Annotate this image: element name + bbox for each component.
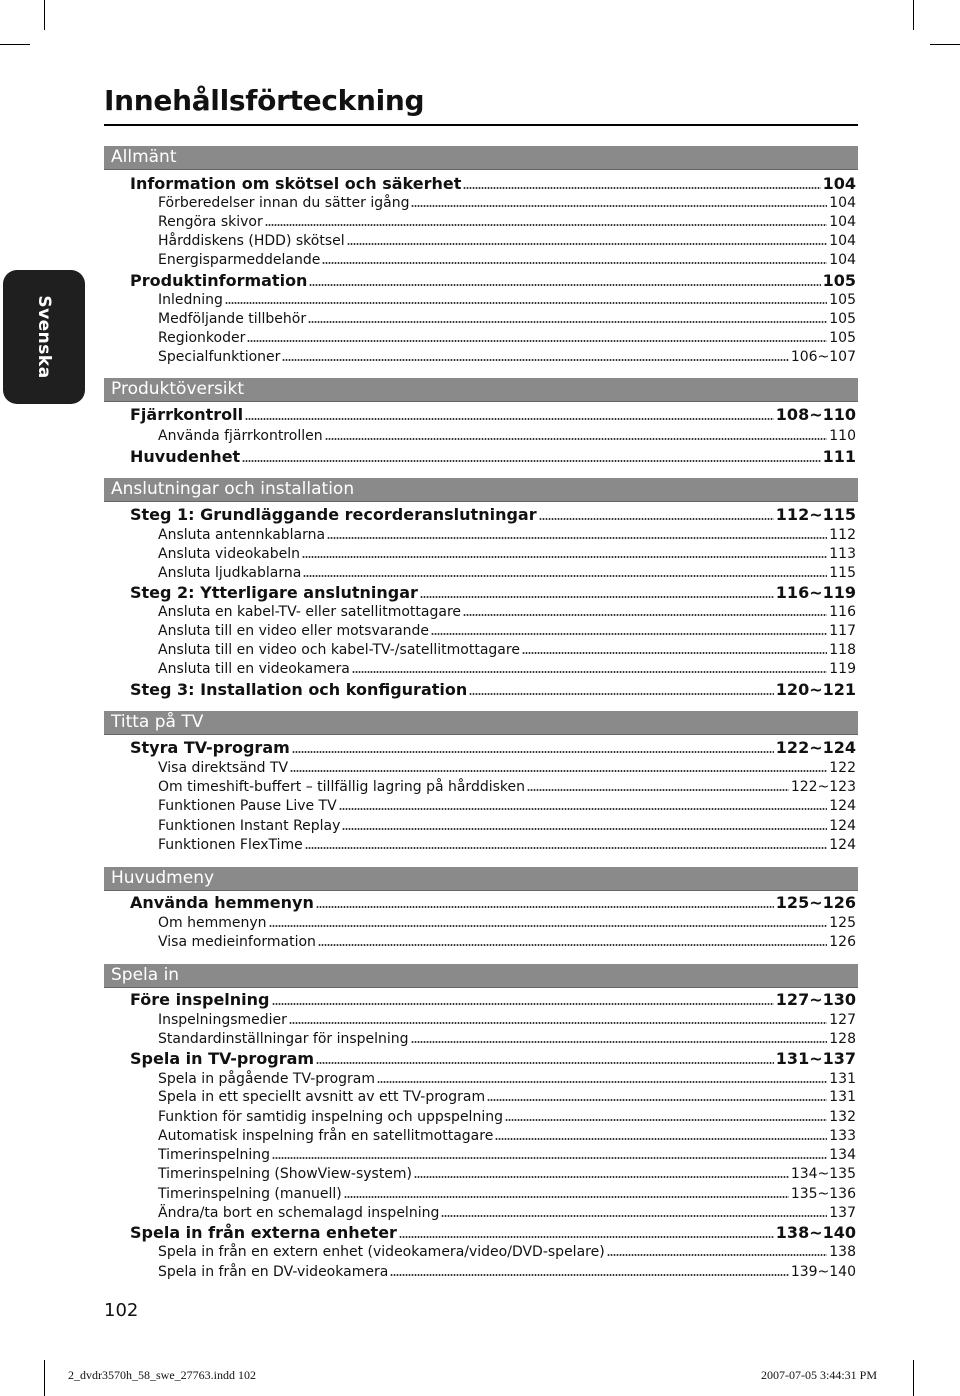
toc-entry-label: Ansluta till en video och kabel-TV-/satellitmottagare bbox=[158, 642, 520, 658]
toc-entry-page: 104 bbox=[829, 233, 856, 249]
dot-leader bbox=[527, 789, 789, 791]
toc-topic-entry bbox=[158, 214, 856, 230]
toc-entry-label: Om timeshift-buffert – tillfällig lagring på hårddisken bbox=[158, 779, 525, 795]
toc-topic-entry bbox=[158, 798, 856, 814]
toc-entry-label: Spela in pågående TV-program bbox=[158, 1071, 376, 1087]
dot-leader bbox=[463, 187, 820, 189]
crop-mark bbox=[930, 44, 960, 45]
toc-entry-page: 125~126 bbox=[775, 893, 856, 912]
toc-topic-entry bbox=[158, 1089, 856, 1105]
toc-entry-label: Styra TV-program bbox=[130, 738, 290, 757]
toc-entry-page: 105 bbox=[829, 292, 856, 308]
toc-entry-page: 138~140 bbox=[775, 1223, 856, 1242]
dot-leader bbox=[245, 418, 774, 420]
language-tab-label: Svenska bbox=[34, 295, 54, 379]
dot-leader bbox=[308, 321, 827, 323]
toc-entry-page: 116~119 bbox=[775, 583, 856, 602]
toc-entry-label: Steg 2: Ytterligare anslutningar bbox=[130, 583, 418, 602]
section-header bbox=[104, 146, 858, 170]
toc-entry-page: 128 bbox=[829, 1031, 856, 1047]
toc-topic-entry bbox=[158, 349, 856, 365]
toc-entry-page: 110 bbox=[829, 428, 856, 444]
toc-entry-label: Ansluta en kabel-TV- eller satellitmottagare bbox=[158, 604, 462, 620]
toc-entry-page: 122~123 bbox=[790, 779, 856, 795]
toc-chapter-entry bbox=[130, 271, 856, 290]
toc-entry-page: 137 bbox=[829, 1205, 856, 1221]
section-header-label: Titta på TV bbox=[111, 712, 204, 732]
dot-leader bbox=[290, 770, 827, 772]
toc-entry-page: 111 bbox=[822, 447, 856, 466]
toc-topic-entry bbox=[158, 1264, 856, 1280]
dot-leader bbox=[289, 1022, 827, 1024]
toc-entry-page: 131 bbox=[829, 1071, 856, 1087]
dot-leader bbox=[411, 205, 827, 207]
toc-entry-label: Fjärrkontroll bbox=[130, 405, 244, 424]
section-header bbox=[104, 478, 858, 502]
toc-entry-page: 104 bbox=[829, 195, 856, 211]
dot-leader bbox=[265, 224, 828, 226]
toc-entry-label: Spela in TV-program bbox=[130, 1049, 315, 1068]
toc-topic-entry bbox=[158, 760, 856, 776]
toc-chapter-entry bbox=[130, 447, 856, 466]
toc-entry-label: Timerinspelning (ShowView-system) bbox=[158, 1166, 413, 1182]
toc-entry-page: 122 bbox=[829, 760, 856, 776]
toc-entry-label: Specialfunktioner bbox=[158, 349, 281, 365]
dot-leader bbox=[247, 340, 827, 342]
toc-entry-label: Automatisk inspelning från en satellitmottagare bbox=[158, 1128, 494, 1144]
toc-entry-label: Använda hemmenyn bbox=[130, 893, 314, 912]
toc-entry-page: 132 bbox=[829, 1109, 856, 1125]
toc-topic-entry bbox=[158, 604, 856, 620]
toc-entry-page: 105 bbox=[829, 311, 856, 327]
dot-leader bbox=[225, 302, 827, 304]
dot-leader bbox=[344, 1196, 789, 1198]
dot-leader bbox=[414, 1176, 789, 1178]
toc-entry-label: Funktionen Pause Live TV bbox=[158, 798, 337, 814]
toc-topic-entry bbox=[158, 642, 856, 658]
toc-entry-page: 108~110 bbox=[775, 405, 856, 424]
dot-leader bbox=[352, 671, 827, 673]
toc-entry-page: 131~137 bbox=[775, 1049, 856, 1068]
dot-leader bbox=[302, 556, 827, 558]
toc-entry-label: Ändra/ta bort en schemalagd inspelning bbox=[158, 1205, 440, 1221]
toc-topic-entry bbox=[158, 1071, 856, 1087]
dot-leader bbox=[339, 808, 828, 810]
title-rule bbox=[104, 124, 858, 126]
dot-leader bbox=[399, 1236, 774, 1238]
dot-leader bbox=[242, 460, 820, 462]
toc-topic-entry bbox=[158, 837, 856, 853]
dot-leader bbox=[342, 828, 827, 830]
crop-mark bbox=[0, 44, 30, 45]
toc-topic-entry bbox=[158, 1031, 856, 1047]
toc-entry-page: 115 bbox=[829, 565, 856, 581]
dot-leader bbox=[269, 925, 828, 927]
toc-entry-label: Visa medieinformation bbox=[158, 934, 316, 950]
toc-topic-entry bbox=[158, 233, 856, 249]
toc-entry-label: Inledning bbox=[158, 292, 223, 308]
toc-entry-label: Ansluta antennkablarna bbox=[158, 527, 326, 543]
section-header bbox=[104, 964, 858, 988]
toc-entry-label: Medföljande tillbehör bbox=[158, 311, 307, 327]
toc-entry-label: Funktionen Instant Replay bbox=[158, 818, 341, 834]
toc-chapter-entry bbox=[130, 505, 856, 524]
toc-entry-page: 117 bbox=[829, 623, 856, 639]
toc-entry-page: 104 bbox=[829, 214, 856, 230]
dot-leader bbox=[505, 1119, 827, 1121]
toc-topic-entry bbox=[158, 1128, 856, 1144]
toc-entry-label: Använda fjärrkontrollen bbox=[158, 428, 323, 444]
toc-entry-label: Visa direktsänd TV bbox=[158, 760, 289, 776]
dot-leader bbox=[522, 652, 827, 654]
toc-topic-entry bbox=[158, 915, 856, 931]
page-title: Innehållsförteckning bbox=[104, 84, 425, 117]
toc-topic-entry bbox=[158, 428, 856, 444]
toc-topic-entry bbox=[158, 292, 856, 308]
toc-chapter-entry bbox=[130, 405, 856, 424]
toc-entry-label: Ansluta till en videokamera bbox=[158, 661, 350, 677]
dot-leader bbox=[463, 614, 827, 616]
toc-topic-entry bbox=[158, 1186, 856, 1202]
toc-entry-label: Information om skötsel och säkerhet bbox=[130, 174, 462, 193]
toc-entry-label: Spela in från externa enheter bbox=[130, 1223, 397, 1242]
toc-entry-label: Före inspelning bbox=[130, 990, 270, 1009]
toc-topic-entry bbox=[158, 195, 856, 211]
dot-leader bbox=[292, 751, 774, 753]
toc-entry-page: 131 bbox=[829, 1089, 856, 1105]
crop-mark bbox=[913, 0, 914, 30]
dot-leader bbox=[539, 518, 774, 520]
toc-entry-label: Funktionen FlexTime bbox=[158, 837, 303, 853]
toc-entry-page: 127 bbox=[829, 1012, 856, 1028]
toc-entry-page: 124 bbox=[829, 798, 856, 814]
toc-entry-page: 122~124 bbox=[775, 738, 856, 757]
dot-leader bbox=[390, 1274, 789, 1276]
toc-entry-page: 106~107 bbox=[790, 349, 856, 365]
dot-leader bbox=[420, 596, 774, 598]
dot-leader bbox=[316, 906, 774, 908]
toc-entry-page: 133 bbox=[829, 1128, 856, 1144]
toc-entry-page: 104 bbox=[822, 174, 856, 193]
footer-timestamp: 2007-07-05 3:44:31 PM bbox=[761, 1368, 878, 1382]
dot-leader bbox=[309, 284, 820, 286]
toc-topic-entry bbox=[158, 934, 856, 950]
toc-chapter-entry bbox=[130, 174, 856, 193]
toc-chapter-entry bbox=[130, 680, 856, 699]
toc-chapter-entry bbox=[130, 1049, 856, 1068]
toc-entry-label: Spela in från en extern enhet (videokamera/video/DVD-spelare) bbox=[158, 1244, 605, 1260]
dot-leader bbox=[303, 575, 827, 577]
toc-entry-label: Ansluta ljudkablarna bbox=[158, 565, 302, 581]
toc-entry-label: Rengöra skivor bbox=[158, 214, 263, 230]
toc-entry-label: Om hemmenyn bbox=[158, 915, 267, 931]
toc-entry-label: Steg 1: Grundläggande recorderanslutningar bbox=[130, 505, 537, 524]
dot-leader bbox=[495, 1138, 827, 1140]
dot-leader bbox=[272, 1003, 774, 1005]
toc-entry-label: Förberedelser innan du sätter igång bbox=[158, 195, 410, 211]
toc-entry-label: Standardinställningar för inspelning bbox=[158, 1031, 409, 1047]
toc-entry-label: Steg 3: Installation och konfiguration bbox=[130, 680, 468, 699]
dot-leader bbox=[325, 438, 828, 440]
toc-topic-entry bbox=[158, 1147, 856, 1163]
toc-topic-entry bbox=[158, 1012, 856, 1028]
toc-entry-label: Ansluta videokabeln bbox=[158, 546, 300, 562]
dot-leader bbox=[322, 262, 827, 264]
toc-entry-page: 127~130 bbox=[775, 990, 856, 1009]
toc-entry-label: Hårddiskens (HDD) skötsel bbox=[158, 233, 345, 249]
toc-entry-label: Regionkoder bbox=[158, 330, 246, 346]
toc-topic-entry bbox=[158, 661, 856, 677]
toc-entry-page: 105 bbox=[822, 271, 856, 290]
toc-topic-entry bbox=[158, 1205, 856, 1221]
toc-entry-page: 105 bbox=[829, 330, 856, 346]
crop-mark bbox=[913, 1360, 914, 1396]
toc-entry-page: 116 bbox=[829, 604, 856, 620]
toc-entry-label: Timerinspelning (manuell) bbox=[158, 1186, 342, 1202]
toc-entry-page: 124 bbox=[829, 837, 856, 853]
section-header-label: Produktöversikt bbox=[111, 379, 245, 399]
toc-entry-label: Inspelningsmedier bbox=[158, 1012, 287, 1028]
section-header bbox=[104, 867, 858, 891]
toc-topic-entry bbox=[158, 1244, 856, 1260]
toc-topic-entry bbox=[158, 546, 856, 562]
page-number: 102 bbox=[104, 1300, 139, 1321]
toc-entry-label: Ansluta till en video eller motsvarande bbox=[158, 623, 430, 639]
toc-topic-entry bbox=[158, 252, 856, 268]
toc-chapter-entry bbox=[130, 990, 856, 1009]
toc-chapter-entry bbox=[130, 738, 856, 757]
toc-topic-entry bbox=[158, 1166, 856, 1182]
section-header-label: Spela in bbox=[111, 965, 180, 985]
dot-leader bbox=[282, 359, 788, 361]
toc-topic-entry bbox=[158, 779, 856, 795]
language-tab bbox=[3, 270, 85, 404]
crop-mark bbox=[44, 1360, 45, 1396]
dot-leader bbox=[316, 1062, 774, 1064]
toc-entry-page: 118 bbox=[829, 642, 856, 658]
toc-entry-label: Huvudenhet bbox=[130, 447, 241, 466]
toc-entry-page: 134~135 bbox=[790, 1166, 856, 1182]
section-header bbox=[104, 378, 858, 402]
dot-leader bbox=[327, 537, 827, 539]
toc-entry-page: 125 bbox=[829, 915, 856, 931]
dot-leader bbox=[305, 847, 828, 849]
toc-entry-label: Energisparmeddelande bbox=[158, 252, 321, 268]
toc-chapter-entry bbox=[130, 893, 856, 912]
dot-leader bbox=[607, 1254, 828, 1256]
toc-topic-entry bbox=[158, 311, 856, 327]
toc-entry-page: 119 bbox=[829, 661, 856, 677]
toc-topic-entry bbox=[158, 330, 856, 346]
dot-leader bbox=[318, 944, 827, 946]
toc-entry-page: 112~115 bbox=[775, 505, 856, 524]
section-header-label: Huvudmeny bbox=[111, 868, 215, 888]
toc-entry-label: Produktinformation bbox=[130, 271, 308, 290]
toc-entry-label: Funktion för samtidig inspelning och uppspelning bbox=[158, 1109, 503, 1125]
toc-chapter-entry bbox=[130, 583, 856, 602]
toc-topic-entry bbox=[158, 623, 856, 639]
toc-entry-page: 135~136 bbox=[790, 1186, 856, 1202]
dot-leader bbox=[431, 633, 827, 635]
dot-leader bbox=[487, 1099, 827, 1101]
toc-topic-entry bbox=[158, 565, 856, 581]
toc-entry-page: 138 bbox=[829, 1244, 856, 1260]
toc-entry-page: 112 bbox=[829, 527, 856, 543]
toc-entry-page: 104 bbox=[829, 252, 856, 268]
toc-entry-label: Timerinspelning bbox=[158, 1147, 270, 1163]
section-header bbox=[104, 711, 858, 735]
toc-entry-page: 139~140 bbox=[790, 1264, 856, 1280]
toc-entry-page: 120~121 bbox=[775, 680, 856, 699]
crop-mark bbox=[44, 0, 45, 30]
dot-leader bbox=[411, 1041, 828, 1043]
section-header-label: Anslutningar och installation bbox=[111, 479, 355, 499]
toc-entry-page: 126 bbox=[829, 934, 856, 950]
toc-topic-entry bbox=[158, 527, 856, 543]
dot-leader bbox=[377, 1081, 827, 1083]
toc-chapter-entry bbox=[130, 1223, 856, 1242]
dot-leader bbox=[469, 693, 774, 695]
toc-entry-page: 124 bbox=[829, 818, 856, 834]
toc-topic-entry bbox=[158, 1109, 856, 1125]
toc-entry-label: Spela in från en DV-videokamera bbox=[158, 1264, 389, 1280]
toc-entry-label: Spela in ett speciellt avsnitt av ett TV-program bbox=[158, 1089, 486, 1105]
section-header-label: Allmänt bbox=[111, 147, 177, 167]
toc-topic-entry bbox=[158, 818, 856, 834]
footer-file: 2_dvdr3570h_58_swe_27763.indd 102 bbox=[68, 1368, 256, 1382]
dot-leader bbox=[347, 243, 828, 245]
toc-entry-page: 134 bbox=[829, 1147, 856, 1163]
toc-entry-page: 113 bbox=[829, 546, 856, 562]
dot-leader bbox=[272, 1157, 827, 1159]
dot-leader bbox=[441, 1215, 827, 1217]
